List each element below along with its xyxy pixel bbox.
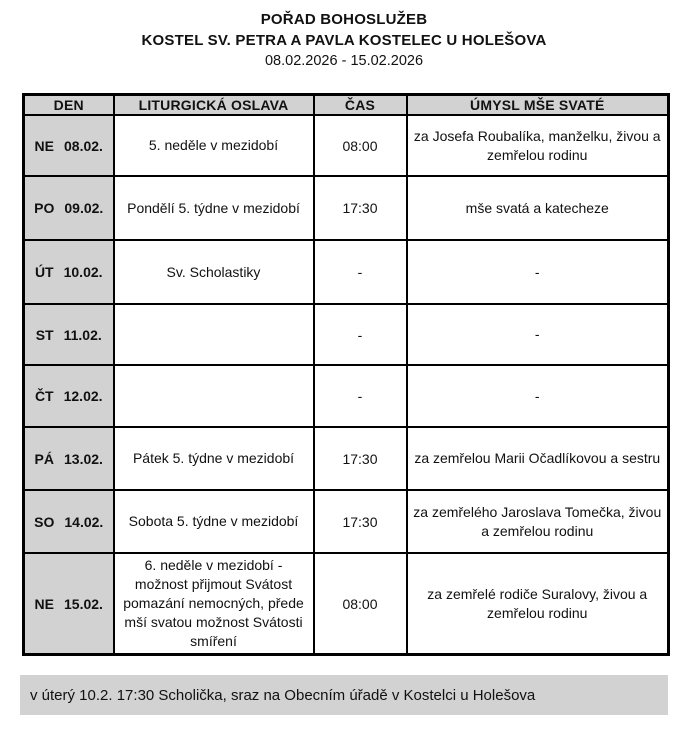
- time-cell: 17:30: [314, 490, 407, 553]
- time-cell: 08:00: [314, 115, 407, 176]
- day-abbr: PO: [34, 200, 55, 216]
- day-cell: [24, 240, 114, 304]
- time-cell: -: [314, 365, 407, 427]
- schedule-table: [22, 93, 670, 656]
- day-cell: [24, 553, 114, 655]
- doc-subtitle: KOSTEL SV. PETRA A PAVLA KOSTELEC U HOLEŠOVA: [141, 32, 547, 49]
- day-date: 12.02.: [63, 388, 103, 404]
- intention-cell: za zemřelé rodiče Suralovy, živou a zemřelou rodinu: [407, 553, 669, 655]
- intention-cell: za zemřelou Marii Očadlíkovou a sestru: [407, 427, 669, 490]
- time-cell: 08:00: [314, 553, 407, 655]
- column-header: DEN: [24, 95, 114, 116]
- table-row: [24, 490, 669, 553]
- day-abbr: ST: [35, 326, 54, 343]
- day-date: 08.02.: [64, 137, 103, 154]
- day-date: 11.02.: [63, 326, 102, 343]
- table-header-row: [24, 95, 669, 116]
- day-date: 10.02.: [63, 264, 103, 280]
- table-row: [24, 553, 669, 655]
- day-abbr: SO: [34, 513, 55, 530]
- celebration-cell: 6. neděle v mezidobí - možnost přijmout Svátost pomazání nemocných, přede mší svatou možnost Svátosti smíření: [114, 553, 314, 655]
- celebration-cell: Sobota 5. týdne v mezidobí: [114, 490, 314, 553]
- intention-cell: mše svatá a katecheze: [407, 176, 669, 240]
- day-abbr: ČT: [34, 388, 54, 404]
- intention-cell: -: [407, 304, 669, 365]
- doc-title: POŘAD BOHOSLUŽEB: [260, 11, 428, 28]
- footer-note-text: v úterý 10.2. 17:30 Scholička, sraz na Obecním úřadě v Kostelci u Holešova: [30, 686, 536, 704]
- day-date: 14.02.: [64, 513, 104, 530]
- day-cell: [24, 427, 114, 490]
- day-abbr: NE: [34, 595, 54, 612]
- celebration-cell: [114, 304, 314, 365]
- day-abbr: NE: [34, 137, 54, 154]
- day-date: 15.02.: [64, 595, 103, 612]
- time-cell: 17:30: [314, 427, 407, 490]
- time-cell: 17:30: [314, 176, 407, 240]
- column-header: ÚMYSL MŠE SVATÉ: [407, 95, 669, 116]
- celebration-cell: [114, 365, 314, 427]
- time-cell: -: [314, 240, 407, 304]
- table-row: [24, 240, 669, 304]
- column-header: ČAS: [314, 95, 407, 116]
- day-abbr: ÚT: [34, 264, 54, 280]
- intention-cell: za Josefa Roubalíka, manželku, živou a zemřelou rodinu: [407, 115, 669, 176]
- doc-date-range: 08.02.2026 - 15.02.2026: [264, 53, 424, 69]
- celebration-cell: 5. neděle v mezidobí: [114, 115, 314, 176]
- footer-note-bar: [20, 675, 668, 715]
- intention-cell: -: [407, 240, 669, 304]
- table-row: [24, 365, 669, 427]
- day-date: 13.02.: [64, 450, 103, 467]
- time-cell: -: [314, 304, 407, 365]
- day-abbr: PÁ: [34, 450, 54, 467]
- day-cell: [24, 115, 114, 176]
- table-row: [24, 304, 669, 365]
- day-cell: [24, 365, 114, 427]
- day-cell: [24, 176, 114, 240]
- celebration-cell: Sv. Scholastiky: [114, 240, 314, 304]
- table-row: [24, 176, 669, 240]
- column-header: LITURGICKÁ OSLAVA: [114, 95, 314, 116]
- intention-cell: -: [407, 365, 669, 427]
- table-row: [24, 427, 669, 490]
- document-header: [0, 0, 688, 72]
- celebration-cell: Pondělí 5. týdne v mezidobí: [114, 176, 314, 240]
- day-cell: [24, 304, 114, 365]
- intention-cell: za zemřelého Jaroslava Tomečka, živou a zemřelou rodinu: [407, 490, 669, 553]
- day-date: 09.02.: [64, 200, 104, 216]
- table-row: [24, 115, 669, 176]
- day-cell: [24, 490, 114, 553]
- celebration-cell: Pátek 5. týdne v mezidobí: [114, 427, 314, 490]
